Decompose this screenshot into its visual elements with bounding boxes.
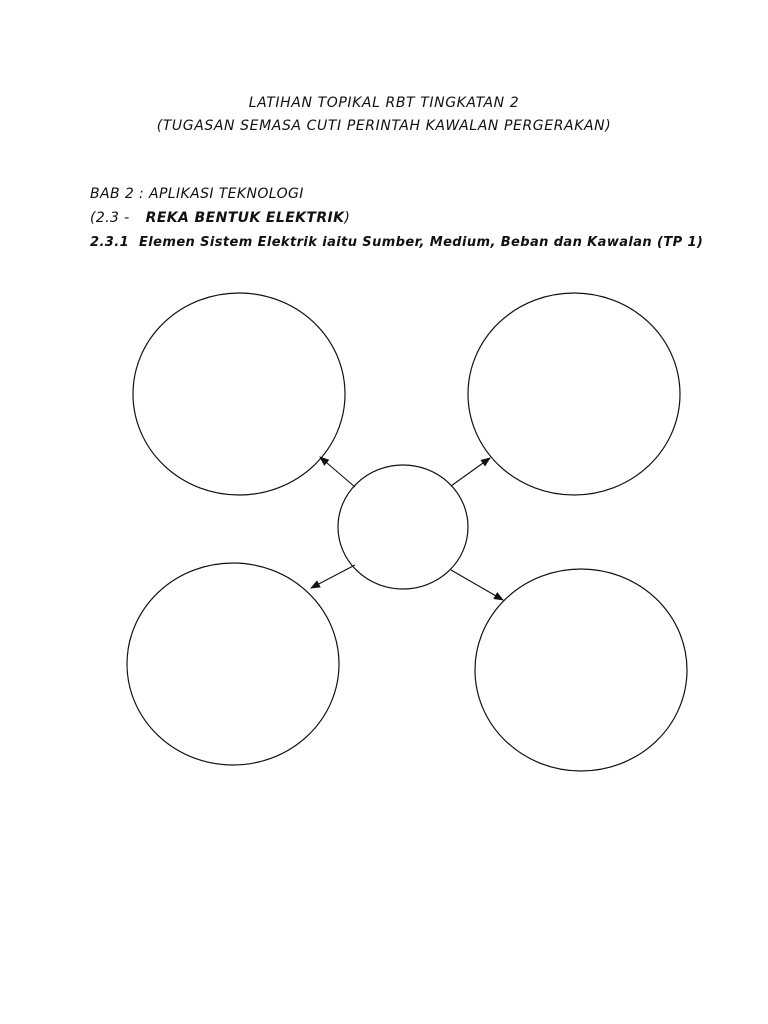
bubble-bottom-left: [127, 563, 339, 765]
arrow-to-bottom-left: [311, 565, 355, 588]
objective-code: 2.3.1: [90, 235, 130, 250]
bubble-top-right: [468, 293, 680, 495]
arrow-to-top-left: [320, 457, 355, 487]
topic-close: ): [344, 210, 351, 226]
objective-text: Elemen Sistem Elektrik iaitu Sumber, Medium, Beban dan Kawalan (TP 1): [139, 235, 704, 250]
bubble-center: [338, 465, 468, 589]
topic-name: REKA BENTUK ELEKTRIK: [145, 210, 345, 226]
arrow-to-top-right: [451, 458, 490, 486]
bubble-top-left: [133, 293, 345, 495]
topic-code: (2.3 -: [90, 210, 130, 226]
title-line-2: (TUGASAN SEMASA CUTI PERINTAH KAWALAN PERGERAKAN): [156, 118, 612, 134]
chapter-heading: BAB 2 : APLIKASI TEKNOLOGI: [90, 186, 304, 202]
title-line-1: LATIHAN TOPIKAL RBT TINGKATAN 2: [248, 95, 520, 111]
bubble-bottom-right: [475, 569, 687, 771]
arrow-to-bottom-right: [451, 570, 503, 600]
